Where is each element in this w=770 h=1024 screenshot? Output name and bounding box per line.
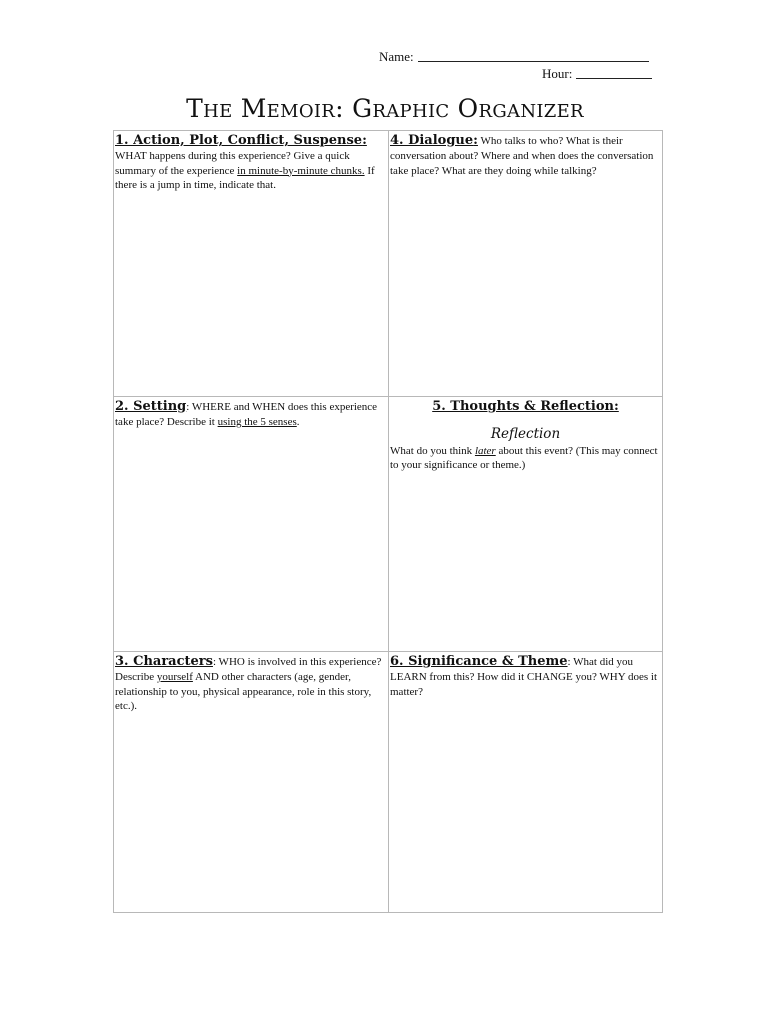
organizer-grid (113, 130, 663, 913)
characters-heading: 3. Characters (115, 654, 213, 669)
dialogue-text: Who talks to who? What is their conversation about? Where and when does the conversation take place? What are they doing while talking? (390, 135, 654, 177)
dialogue-heading: 4. Dialogue (390, 133, 474, 148)
thoughts-text-b: about this event? (This may connect to your significance or theme.) (390, 444, 658, 471)
hour-field[interactable] (542, 65, 652, 82)
name-blank[interactable] (418, 48, 649, 62)
reflection-subheading: Reflection (490, 426, 561, 442)
characters-text-underlined: yourself (156, 671, 193, 683)
setting-text-underlined: using the 5 senses (217, 416, 297, 428)
dialogue-colon: : (473, 133, 478, 148)
action-text-a: WHAT happens during this experience? Give a quick summary of the experience (115, 150, 350, 177)
thoughts-heading: 5. Thoughts & Reflection (432, 399, 614, 414)
action-colon: : (362, 133, 367, 148)
setting-heading: 2. Setting (115, 399, 187, 414)
hour-label: Hour: (542, 66, 573, 81)
name-field[interactable] (379, 48, 649, 65)
action-heading: 1. Action, Plot, Conflict, Suspense (115, 133, 363, 148)
setting-cell[interactable] (114, 397, 388, 651)
hour-blank[interactable] (576, 65, 652, 79)
significance-cell[interactable] (389, 652, 663, 913)
characters-text-b: AND other characters (age, gender, relationship to you, physical appearance, role in this story, etc.). (115, 671, 372, 712)
action-text-b: If there is a jump in time, indicate that. (115, 164, 375, 191)
characters-cell[interactable] (114, 652, 388, 913)
significance-heading: 6. Significance & Theme (390, 654, 568, 669)
thoughts-text-a: What do you think (390, 444, 475, 457)
setting-text-a: : WHERE and WHEN does this experience take place? Describe it (115, 401, 378, 428)
action-cell[interactable] (114, 131, 388, 396)
name-label: Name: (379, 49, 414, 64)
thoughts-text-italic: later (474, 444, 496, 457)
significance-text: : What did you LEARN from this? How did it CHANGE you? WHY does it matter? (390, 656, 658, 698)
thoughts-cell[interactable] (389, 397, 663, 651)
setting-text-b: . (296, 416, 300, 428)
action-text-underlined: in minute-by-minute chunks. (237, 164, 365, 177)
thoughts-colon: : (613, 399, 619, 414)
characters-text-a: : WHO is involved in this experience? Describe (115, 656, 382, 683)
dialogue-cell[interactable] (389, 131, 663, 396)
page-title: The Memoir: Graphic Organizer (186, 94, 584, 123)
